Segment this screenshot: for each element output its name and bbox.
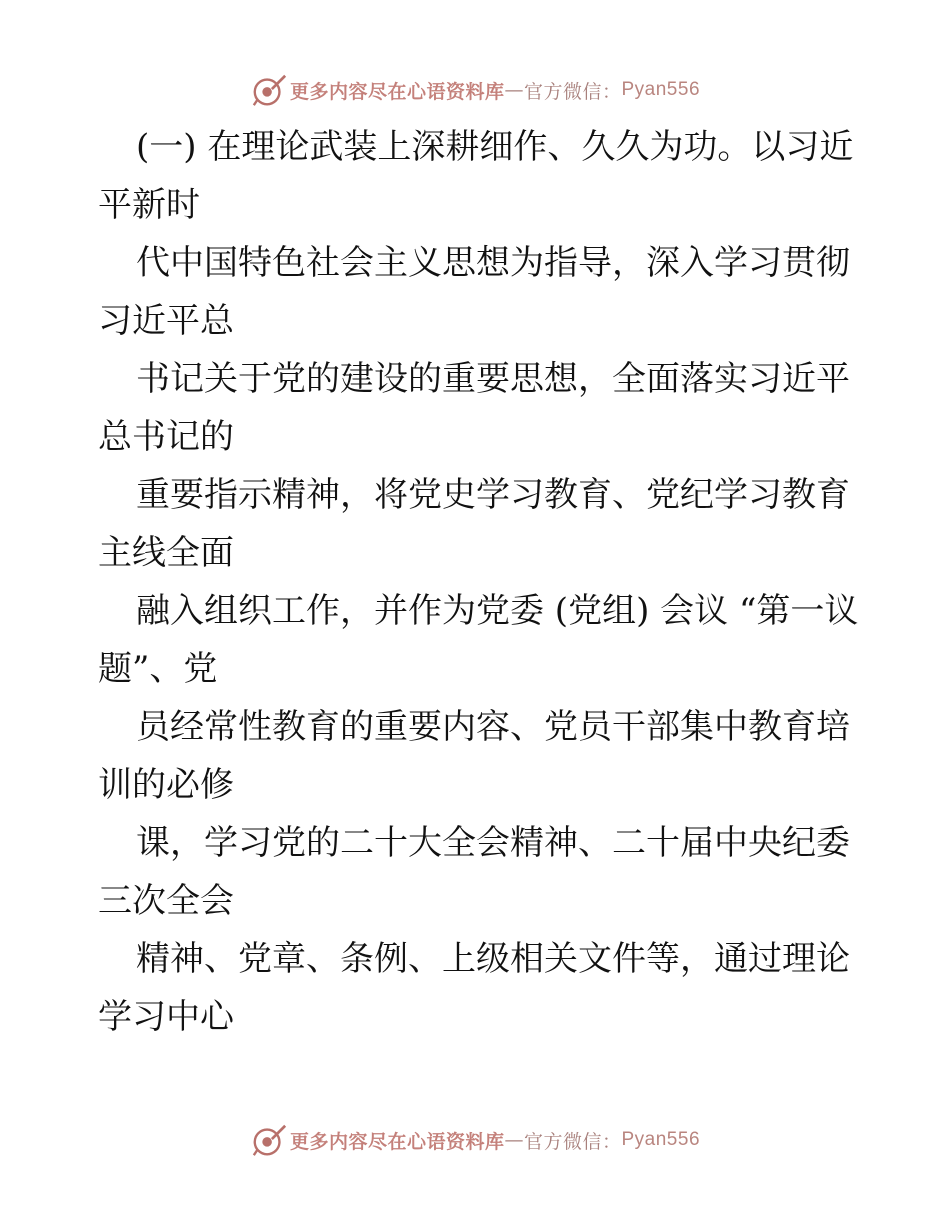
text-line: 题”、党 xyxy=(98,649,218,689)
wechat-label: 官方微信： xyxy=(523,1130,622,1153)
text-line: 学习中心 xyxy=(98,997,234,1037)
text-line: 重要指示精神，将党史学习教育、党纪学习教育 xyxy=(136,475,850,515)
brand-text: 更多内容尽在心语资料库 xyxy=(289,80,505,103)
quill-pen-icon xyxy=(250,71,288,109)
wechat-id: Pyan556 xyxy=(621,1129,701,1150)
text-line: 融入组织工作，并作为党委 (党组) 会议 “第一议 xyxy=(136,591,859,631)
footer-watermark-banner xyxy=(0,1120,950,1160)
banner-dash: — xyxy=(504,1129,524,1151)
text-line: (一) 在理论武装上深耕细作、久久为功。以习近 xyxy=(136,127,854,167)
text-line: 习近平总 xyxy=(98,301,234,341)
banner-dash: — xyxy=(504,79,524,101)
header-watermark-banner xyxy=(0,70,950,110)
text-line: 训的必修 xyxy=(98,765,234,805)
text-line: 书记关于党的建设的重要思想，全面落实习近平 xyxy=(136,359,850,399)
text-line: 员经常性教育的重要内容、党员干部集中教育培 xyxy=(136,707,850,747)
text-line: 精神、党章、条例、上级相关文件等，通过理论 xyxy=(136,939,850,979)
text-line: 课，学习党的二十大全会精神、二十届中央纪委 xyxy=(136,823,850,863)
document-body xyxy=(98,118,858,1046)
text-line: 代中国特色社会主义思想为指导，深入学习贯彻 xyxy=(136,243,850,283)
wechat-id: Pyan556 xyxy=(621,79,701,100)
text-line: 平新时 xyxy=(98,185,200,225)
text-line: 主线全面 xyxy=(98,533,234,573)
text-line: 三次全会 xyxy=(98,881,234,921)
brand-text: 更多内容尽在心语资料库 xyxy=(289,1130,505,1153)
quill-pen-icon xyxy=(250,1121,288,1159)
wechat-label: 官方微信： xyxy=(523,80,622,103)
text-line: 总书记的 xyxy=(98,417,234,457)
